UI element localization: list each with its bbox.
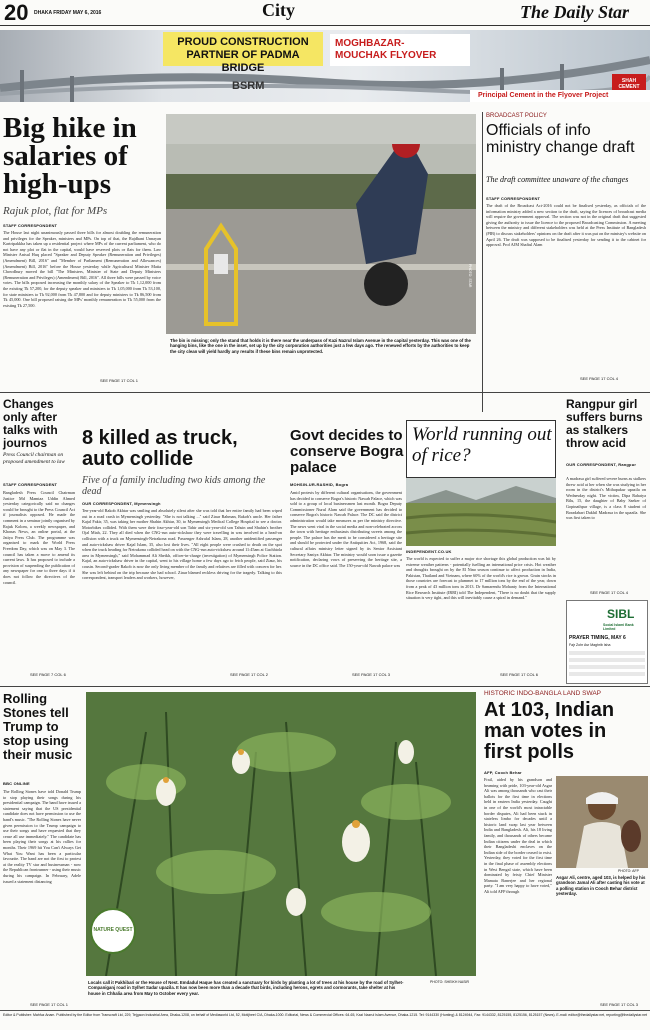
stones-headline: Rolling Stones tell Trump to stop using their music — [3, 691, 73, 762]
broadcast-deck: The draft committee unaware of the changes — [486, 175, 629, 184]
voter-photo-credit: PHOTO: AFP — [618, 869, 639, 873]
sibl-name: Social Islami Bank Limited — [603, 623, 634, 631]
broadcast-body: The draft of the Broadcast Act-2016 could not be finalised yesterday, as officials of the information ministry added a new section to the draft, saying the licences of broadcast media will require the government approval. The section was not in the original draft that suggested giving the authority to issue the licence to the proposed Broadcasting Commission. A meeting between the ministry and different stakeholders was held at the Press Institute of Bangladesh (PIB) to discuss stakeholders' opinions on the draft after it was put on the ministry's website on April 26. The draft was supposed to be finalised yesterday for sending it to the cabinet for approval. Prof AJM Shafiul Alam — [486, 203, 646, 248]
rice-body: The world is expected to suffer a major rice shortage this global production was hit by extreme weather patterns - potentially fuelling an international price crisis. Hot weather and droughts brought on by the El Nino season continue to affect production in India, Pakistan, Thailand and Vietnam, where 60% of the world's rice is grown. Grain stocks in those countries are forecast to plummet to 17 million tons by the end of the year, down from a peak of 43 million tons in 2013. Dr Samarendu Mohanty from the International Rice Research Institute (IRRI) told The Independent, "There is no doubt that the supply situation is very tight, and this will inevitably cause a spiral in demand." — [406, 556, 556, 601]
rice-photo — [406, 478, 556, 546]
ad-tagline: Principal Cement in the Flyover Project — [478, 92, 609, 99]
section-rule — [0, 392, 650, 393]
rice-headline: World running out of rice? — [412, 424, 552, 466]
masthead-logo: The Daily Star — [520, 2, 630, 22]
bogra-body: Amid protests by different cultural organisations, the government has decided to conserve Bogra's historic Nawab Palace, which was sold to a group of local businessmen last month. Bogra Deputy Commissioner Nurul Alam said the government has decided to conserve Bogra's historic Nawab Palace. The DC said the district administration would take measures as per the ministry directive. The news went viral in the social media and non-celebrated across the town with heritage enthusiasts distributing sweets among the people. The palace has the merit to be considered a heritage site and should be protected under the Antiquities Act, 1968, said the cultural affairs ministry letter signed by its Senior Assistant Secretary Saniya Akhtar. The ministry would soon issue a gazette notification, declaring vows of preserving the heritage site, a source in the DC office said. The 150-year-old Nawab palace was — [290, 490, 402, 568]
story1-deck: Rajuk plot, flat for MPs — [3, 205, 108, 217]
story1-body: The House last night unanimously passed three bills for almost doubling the remuneration and privileges for the Speaker, ministers and MPs. On top of that, the Rajdhani Unnayan Kartripakkha has taken up a residential project where MPs of the current parliament, who do not have any plot or flat in the capital, would have reserved plots or flats for them. Law Minister Anisul Huq placed "Speaker and Deputy Speaker (Remuneration and Privileges) (Amendment) Bill, 2016" and "Member of Parliament (Remuneration and Allowances) (Amendment) Bill, 2016" before the House yesterday while Agricultural Minister Matia Chowdhury moved the bill "The Ministers, Minister of State and Deputy Ministers (Remuneration and Privileges) (Amendment) Bill, 2016". All three bills were passed by voice votes. The bills proposed increasing the monthly salary of the Speaker to Tk 1,12,000 from the existing Tk 57,200, for the deputy speaker and ministers to Tk 1,05,000 from Tk 53,100, for state ministers to Tk 92,000 from Tk 47,800 and for deputy ministers to Tk 86,500 from Tk 45,000. One bill proposed raising the MPs' monthly remuneration to Tk 55,000 from the existing Tk 27,500. — [3, 230, 161, 308]
nature-quest-badge — [90, 908, 136, 954]
crash-byline: OUR CORRESPONDENT, Mymensingh — [82, 501, 161, 506]
pressact-deck: Press Council chairman on proposed amendment to law — [3, 452, 65, 465]
sibl-logo: SIBL — [607, 607, 635, 621]
bin-photo — [166, 114, 476, 334]
bin-photo-art — [166, 114, 476, 334]
photo1-credit: PHOTO: STAR — [468, 264, 472, 288]
pressact-continued: SEE PAGE 7 COL 6 — [30, 672, 66, 677]
crash-headline: 8 killed as truck, auto collide — [82, 427, 238, 470]
acid-continued: SEE PAGE 17 COL 4 — [590, 590, 629, 595]
acid-byline: OUR CORRESPONDENT, Rangpur — [566, 462, 637, 467]
photo1-caption: The bin is missing; only the stand that holds it is there near the underpass of Kazi Nazrul Islam Avenue in the capital yesterday. This was one of the hanging bins, like the one in the inset, set up by the city corporation authorities just a few days ago. The renewed efforts by the authorities to keep the city clean will yield hardly any results if these bins remain unprotected. — [170, 338, 471, 354]
bogra-continued: SEE PAGE 17 COL 3 — [352, 672, 391, 677]
voter-photo — [556, 776, 648, 868]
bogra-byline: MOHSIN-UR-RASHID, Bogra — [290, 482, 349, 487]
page-header — [0, 0, 650, 26]
rice-field-art — [406, 478, 556, 546]
bogra-headline: Govt decides to conserve Bogra palace — [290, 427, 404, 476]
voter-photo-art — [556, 776, 648, 868]
prayer-table — [569, 651, 645, 679]
prayer-title: PRAYER TIMING, MAY 6 — [569, 635, 626, 641]
landswap-byline: AFP, Cooch Behar — [484, 770, 522, 775]
flyover-name: MOGHBAZAR-MOUCHAK FLYOVER — [335, 38, 437, 61]
page-number: 20 — [4, 0, 29, 25]
crash-deck: Five of a family including two kids among the dead — [82, 475, 266, 497]
ad-line2: PARTNER OF PADMA BRIDGE — [186, 49, 300, 74]
rice-byline: INDEPENDENT.CO.UK — [406, 549, 452, 554]
page-date: DHAKA FRIDAY MAY 6, 2016 — [34, 10, 102, 16]
page-footer: Editor & Publisher: Mahfuz Anam. Published by the Editor from Transcraft Ltd, 229, Tejgaon Industrial Area, Dhaka-1208, on behalf of Mediaworld Ltd, 52, Motijheel C/A, Dhaka-1000. Editorial, News & Commercial Offices: 64-65, Kazi Nazrul Islam Avenue, Dhaka-1215. Tel: 9144330 (Hunting) & 8124944, Fax: 9144332, 8125155, 8125156, 8125157 (News). E-mail: editor@thedailystar.net, reporting@thedailystar.net — [0, 1010, 650, 1018]
voter-photo-caption: Asgar Ali, centre, aged 103, is helped by his grandson Jamal Ali after casting his vote at a polling station in Cooch Behar district yesterday. — [556, 875, 646, 896]
landswap-kicker: HISTORIC INDO-BANGLA LAND SWAP — [484, 690, 602, 697]
birds-caption: Locals call it Pakhibari or the House of Nest. Emdadul Haque has created a sanctuary for birds by planting a lot of trees at his house by the road of Sylhet-Companiganj road in Sylhet Sadar upazila. It has now been more than a decade that birds, including herons, egrets and cormorants, take shelter at his house in Chhalia area from May to October every year. — [88, 980, 404, 996]
story1-headline: Big hike in salaries of high-ups — [3, 112, 137, 200]
acid-body: A madrasa girl suffered severe burns as stalkers threw acid at her when she was studying in her room in the district's Mithapukur upazila on Wednesday night. The victim, Dipa Rahaiya Bilu, 15, the daughter of Baby Saeker of Gopinathpur village, is a class 8 student of Boradabari Dakhil Madrasa in the upazila. She was first taken to — [566, 476, 646, 521]
broadcast-continued: SEE PAGE 17 COL 4 — [580, 376, 619, 381]
broadcast-byline: STAFF CORRESPONDENT — [486, 196, 541, 201]
pressact-byline: STAFF CORRESPONDENT — [3, 482, 58, 487]
landswap-body: Frail, aided by his grandson and beaming with pride, 103-year-old Asgar Ali was among thousands who cast their ballots for the first time in elections held in eastern India yesterday. Caught in one of the world's most intractable border disputes, Ali had been stuck in stateless limbo for decades until a historic land swap last year between India and Bangladesh. Ali, his 18 living family, and thousands of others became Indian citizens under the deal in which their Bangladeshi enclaves on the Indian side of the border ceased to exist. Yesterday, they voted for the first time in the final phase of assembly elections in West Bengal state, which have been dominated by feisty Chief Minister Mamata Banerjee and her regional party. "I am very happy to have voted," Ali told AFP through — [484, 777, 552, 894]
acid-headline: Rangpur girl suffers burns as stalkers throw acid — [566, 397, 643, 450]
crash-continued: SEE PAGE 17 COL 2 — [230, 672, 269, 677]
ad-line1: PROUD CONSTRUCTION — [177, 36, 309, 48]
ad-headline — [168, 36, 318, 75]
birds-photo — [86, 692, 476, 976]
broadcast-kicker: BROADCAST POLICY — [486, 113, 547, 119]
column-divider — [482, 112, 483, 412]
stones-byline: BBC ONLINE — [3, 781, 30, 786]
birds-credit: PHOTO: SHEIKH NASIR — [430, 980, 470, 984]
section-title: City — [262, 0, 295, 20]
landswap-headline: At 103, Indian man votes in first polls — [484, 699, 615, 763]
section-rule-2 — [0, 686, 650, 687]
stones-continued: SEE PAGE 17 COL 1 — [30, 1002, 69, 1007]
story1-byline: STAFF CORRESPONDENT — [3, 223, 58, 228]
bsrm-logo: BSRM — [232, 80, 265, 92]
prayer-subtitle: Fajr Zohr Asr Maghrib Isha — [569, 643, 611, 647]
crash-body: Ten-year-old Rakob Akhtar was smiling and absolutely silent after she was told that her entire family had been wiped out in a road crash in Mymensingh yesterday. "She is not talking ..." said Ziaur Rahman, Rakob's uncle. Her father Kajal Fakir, 35, was taking her mother Shahin Akhtar, 30, to Mymensingh Medical College Hospital to see a doctor. Motorbikes collided. With them were their four-year-old son Tahir and six-year-old son Tahsin and Shahin's brother Ojal Miah, 22. They all died when the CNG-run auto-rickshaw they were travelling in was involved in a head-on collision with a truck on Mymensingh-Netrakona road. Passenger Ashrafal Islam, 28, another unidentified passenger and auto-rickshaw driver Kajal Islam, 35, also lost their lives. "All eight people were crushed to death on the spot when the truck heading for Netrakona collided head on with the CNG-run auto-rickshaw around 11:45am at Gachhtola area in Mymensingh," said Mohammad Ali Sheikh, officer-in-charge (investigation) of Mymensingh Police Station. Kajal, an auto-rickshaw driver in the capital, went to his village home a few days ago to fetch people, said Ziaur, his cousin. Second-grader Rakob is now the only living member of the family and relatives are filled with concern for her. She was left behind on the trip because she had school. Ziaur blamed reckless driving for the tragedy. Talking to this correspondent, transport leaders and workers, however, — [82, 508, 282, 581]
pressact-body: Bangladesh Press Council Chairman Justice Md Mamtaz Uddin Ahmed yesterday categorically said no changes would be brought to the Press Council Act if journalists opposed. He made the comment in a seminar jointly organised by Rajuk Kolom, a weekly newspaper, and Khonas News, an online portal, at the Jatiya Press Club. The programme was organised to mark the World Press Freedom Day, which was on May 3. The council has taken a move to amend its current laws. It has proposed to include a provision of suspending the publication of any newspaper for one to three days if it does not follow the directives of the council. — [3, 490, 75, 585]
broadcast-headline: Officials of info ministry change draft — [486, 122, 635, 156]
nature-quest-label: NATURE QUEST — [93, 927, 133, 933]
shah-cement-logo: SHAH CEMENT — [612, 74, 646, 96]
sibl-advertisement[interactable] — [566, 600, 648, 684]
stones-body: The Rolling Stones have told Donald Trump to stop playing their songs during his presidential campaign. The band have issued a statement saying that the US presidential candidate does not have permission to use the band's music. "The Rolling Stones have never given permission to the Trump campaign to use their songs and have requested that they cease all use immediately." The candidate has been playing their songs at his rallies for months. Their 1969 hit You Can't Always Get What You Want has been a particular favourite. The band are not the first to protest at the reality TV star and businessman - now the Republican frontrunner - using their music during his campaign. In February, Adele issued a statement distancing — [3, 789, 81, 884]
pressact-headline: Changes only after talks with journos — [3, 397, 58, 450]
landswap-continued: SEE PAGE 17 COL 3 — [600, 1002, 639, 1007]
top-advertisement[interactable] — [0, 30, 650, 102]
story1-continued: SEE PAGE 17 COL 1 — [100, 378, 139, 383]
birds-photo-art — [86, 692, 476, 976]
rice-continued: SEE PAGE 17 COL 6 — [500, 672, 539, 677]
